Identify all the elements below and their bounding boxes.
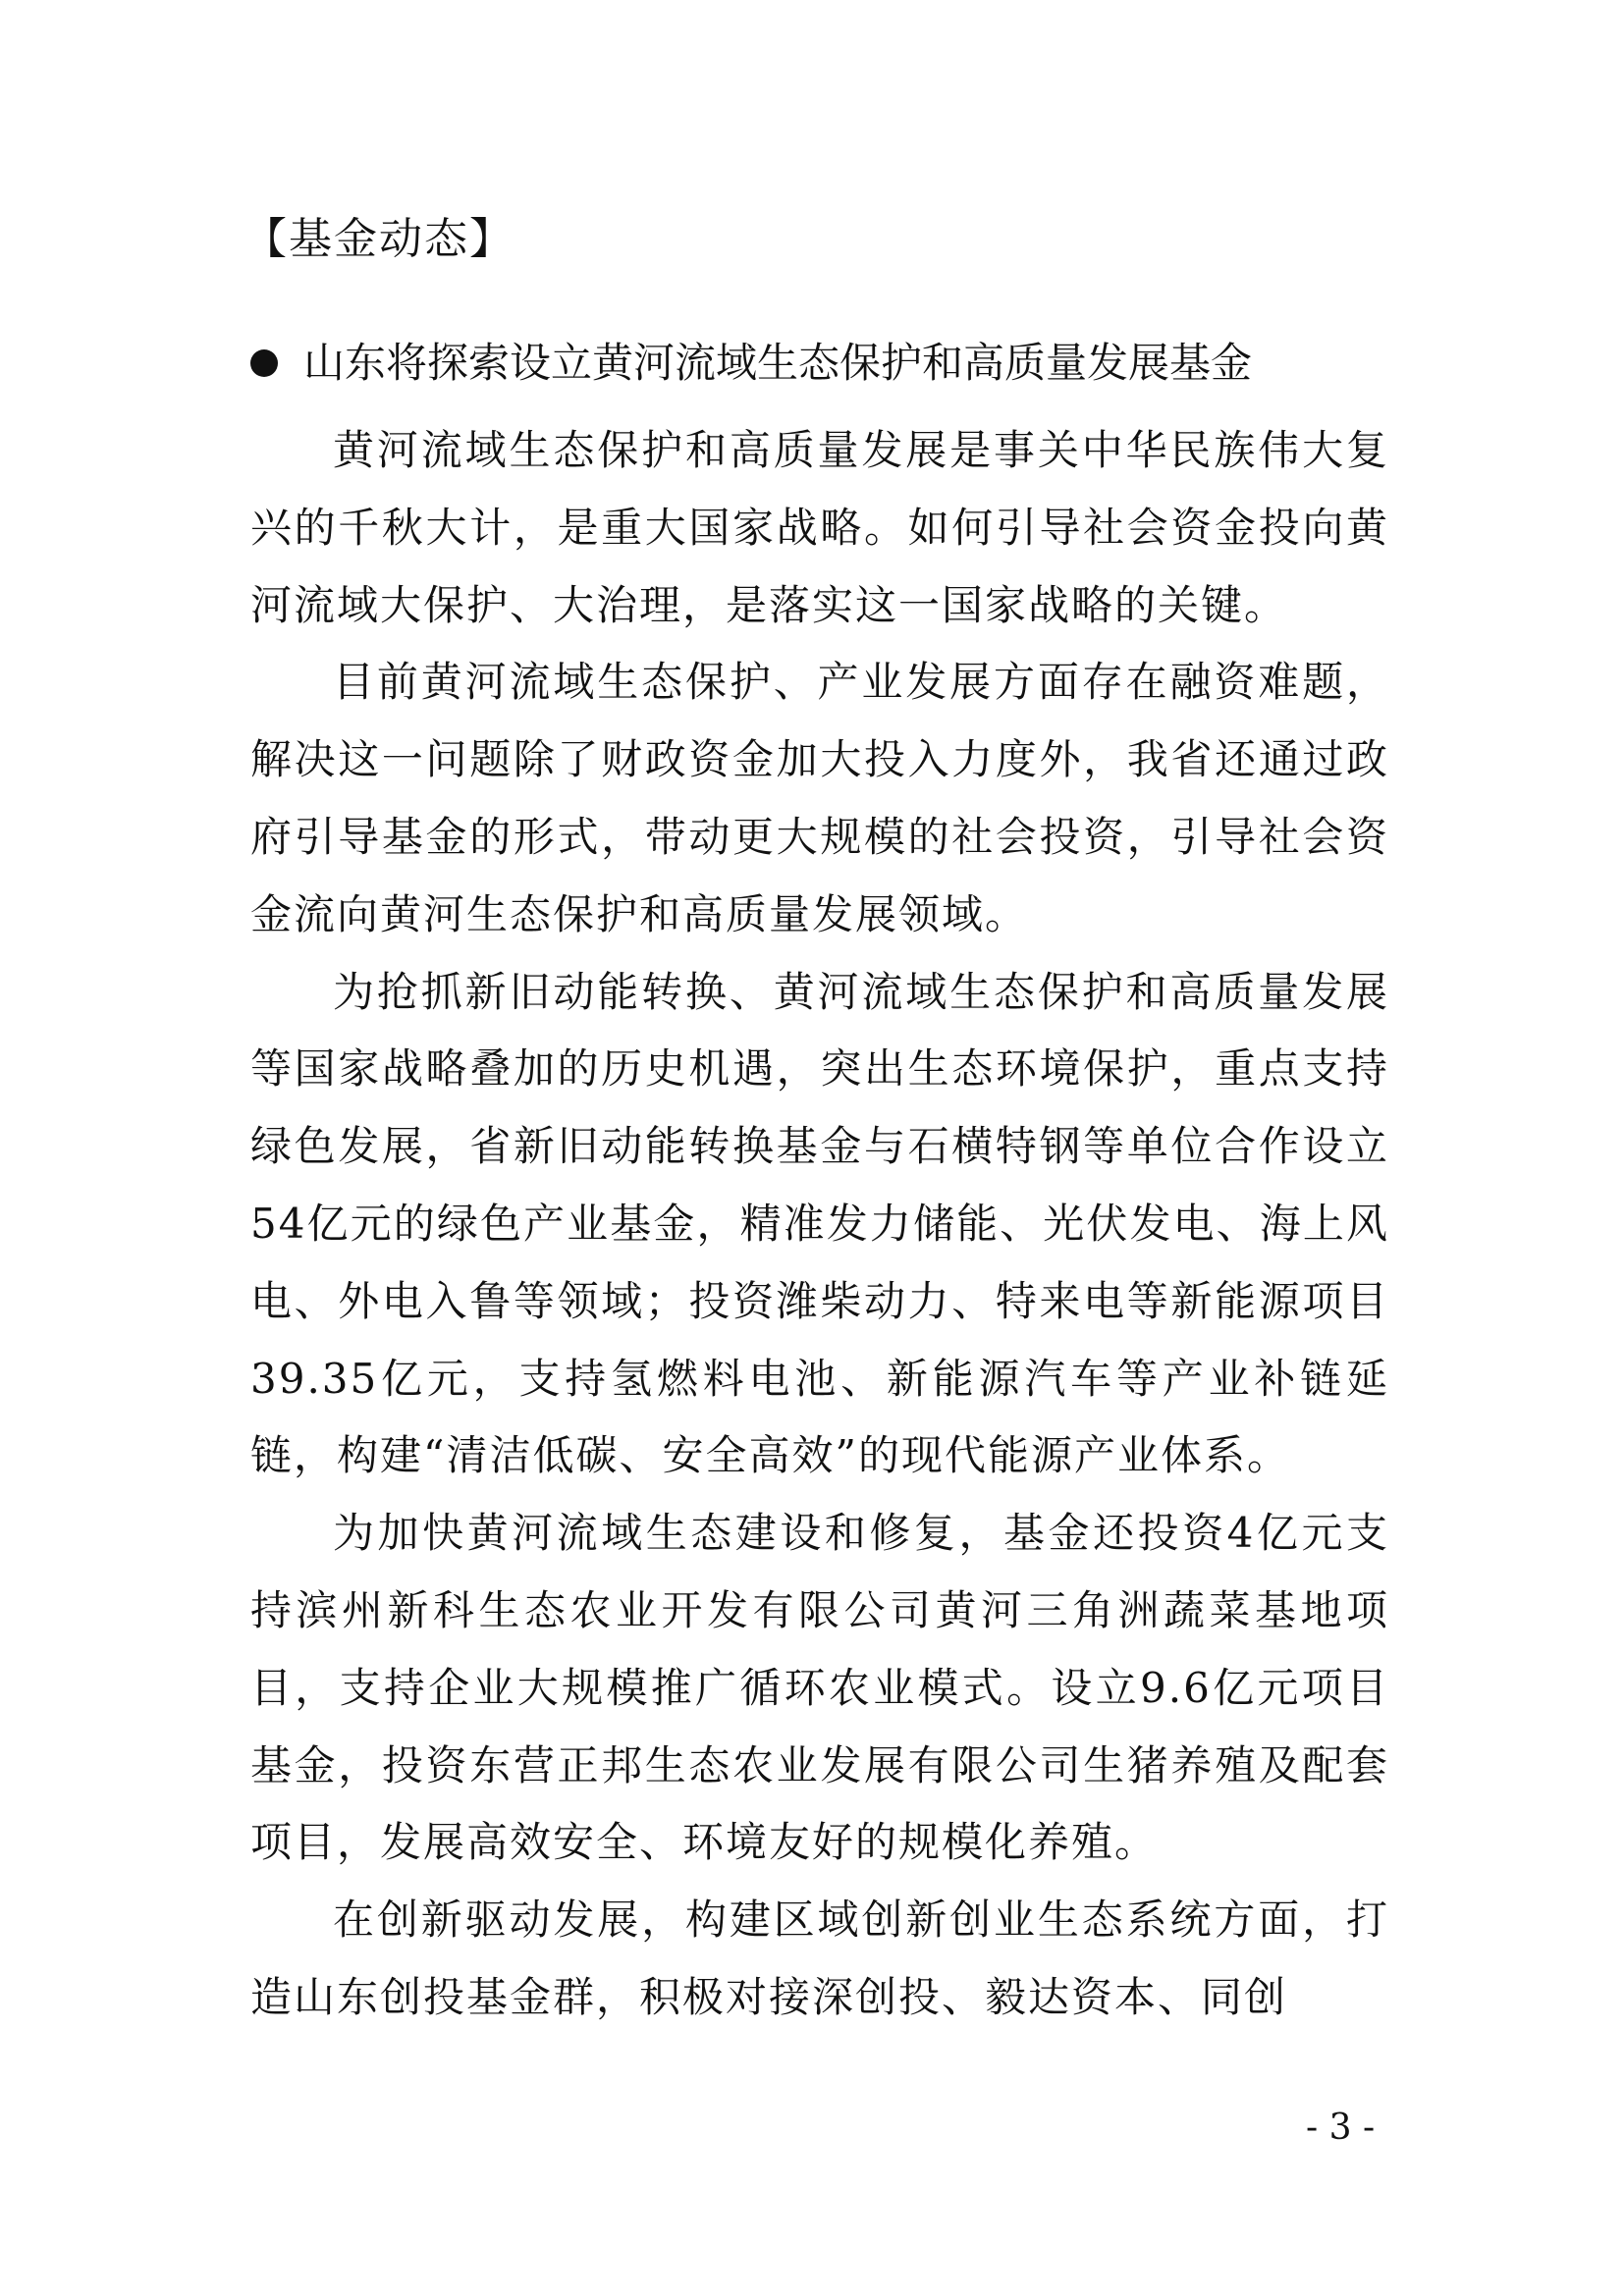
article-body [250, 412, 1389, 2037]
page-number: - 3 - [1306, 2108, 1376, 2148]
article-headline [250, 334, 1429, 393]
paragraph: 黄河流域生态保护和高质量发展是事关中华民族伟大复兴的千秋大计，是重大国家战略。如何引导社会资金投向黄河流域大保护、大治理，是落实这一国家战略的关键。 [250, 426, 1389, 629]
paragraph: 为加快黄河流域生态建设和修复，基金还投资4亿元支持滨州新科生态农业开发有限公司黄河三角洲蔬菜基地项目，支持企业大规模推广循环农业模式。设立9.6亿元项目基金，投资东营正邦生态农业发展有限公司生猪养殖及配套项目，发展高效安全、环境友好的规模化养殖。 [250, 1509, 1389, 1867]
bullet-icon [250, 349, 278, 377]
paragraph: 目前黄河流域生态保护、产业发展方面存在融资难题，解决这一问题除了财政资金加大投入力度外，我省还通过政府引导基金的形式，带动更大规模的社会投资，引导社会资金流向黄河生态保护和高质量发展领域。 [250, 658, 1389, 938]
headline-text: 山东将探索设立黄河流域生态保护和高质量发展基金 [303, 339, 1253, 387]
section-title: 【基金动态】 [244, 214, 514, 264]
paragraph: 为抢抓新旧动能转换、黄河流域生态保护和高质量发展等国家战略叠加的历史机遇，突出生态环境保护，重点支持绿色发展，省新旧动能转换基金与石横特钢等单位合作设立54亿元的绿色产业基金，精准发力储能、光伏发电、海上风电、外电入鲁等领域；投资潍柴动力、特来电等新能源项目39.35亿元，支持氢燃料电池、新能源汽车等产业补链延链，构建“清洁低碳、安全高效”的现代能源产业体系。 [250, 967, 1389, 1480]
paragraph: 在创新驱动发展，构建区域创新创业生态系统方面，打造山东创投基金群，积极对接深创投、毅达资本、同创 [250, 1896, 1389, 2021]
